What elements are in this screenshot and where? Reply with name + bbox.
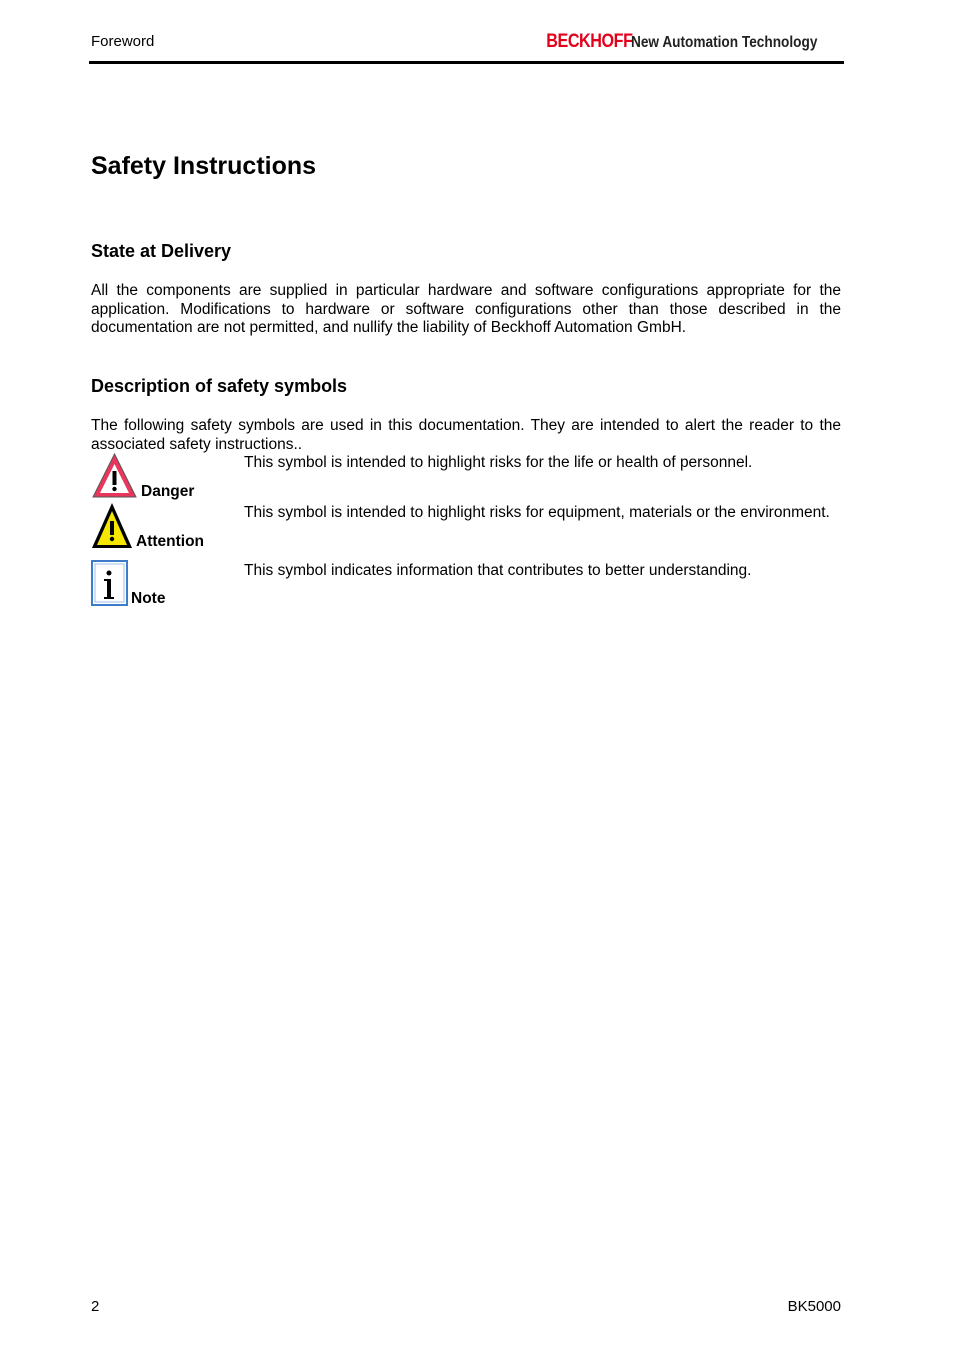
attention-description: This symbol is intended to highlight risks for equipment, materials or the environment. [244, 504, 830, 521]
safety-symbols-heading: Description of safety symbols [91, 376, 348, 396]
page-title: Safety Instructions [91, 152, 317, 180]
attention-warning-triangle-icon [91, 502, 133, 549]
danger-symbol [91, 452, 194, 499]
danger-description: This symbol is intended to highlight risks for the life or health of personnel. [244, 454, 753, 471]
attention-symbol [91, 502, 204, 549]
danger-label: Danger [141, 483, 195, 500]
page-number: 2 [91, 1298, 100, 1315]
state-at-delivery-heading: State at Delivery [91, 241, 232, 261]
danger-warning-triangle-icon [91, 452, 138, 499]
brand-name: BECKHOFF [546, 31, 633, 52]
note-symbol [91, 560, 165, 606]
safety-symbols-intro: The following safety symbols are used in this documentation. They are intended to alert the reader to the associated safety instructions.. [91, 417, 841, 453]
note-label: Note [131, 590, 166, 607]
header-rule [89, 61, 844, 64]
header-section-title: Foreword [91, 33, 155, 50]
beckhoff-logo [531, 31, 843, 53]
note-description: This symbol indicates information that contributes to better understanding. [244, 562, 752, 579]
info-note-icon [91, 560, 128, 606]
state-at-delivery-text: All the components are supplied in particular hardware and software configurations appropriate for the application. Modifications to hardware or software configurations other than those described in the documentation are not permitted, and nullify the liability of Beckhoff Automation GmbH. [91, 282, 841, 336]
attention-label: Attention [136, 533, 205, 550]
product-name: BK5000 [787, 1298, 841, 1315]
brand-tagline: New Automation Technology [631, 34, 818, 51]
